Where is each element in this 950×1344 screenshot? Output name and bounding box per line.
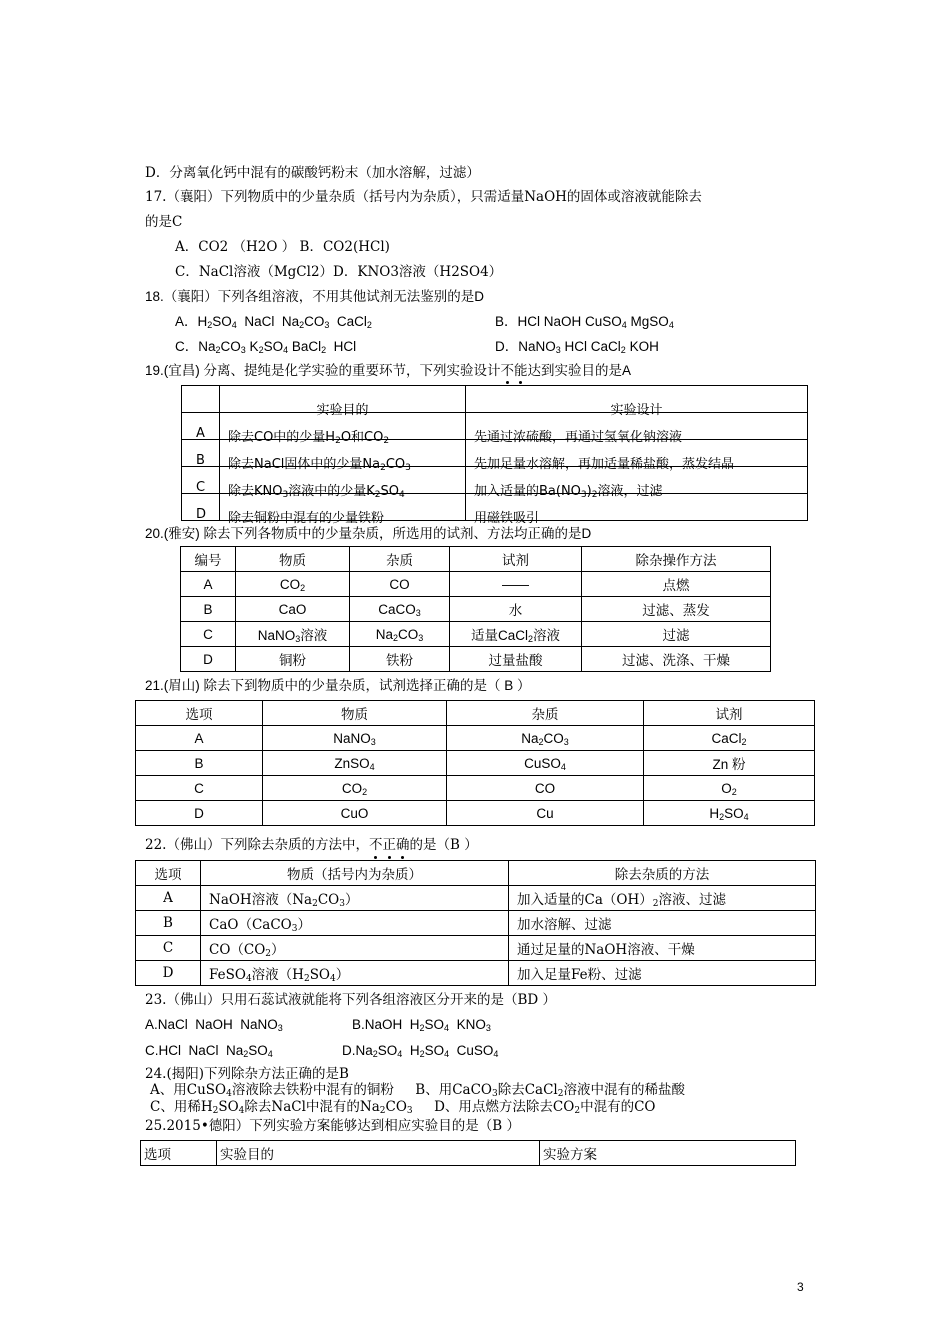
table-row: B CaO CaCO$_3$ 水 过滤、蒸发: [181, 597, 771, 622]
q17-stem-line1: 17.（襄阳）下列物质中的少量杂质（括号内为杂质），只需适量NaOH的固体或溶液就能除去: [145, 189, 702, 205]
header-cell: 选项: [136, 861, 201, 886]
header-cell: 实验目的: [220, 386, 466, 413]
q18-option-d: D．NaNO$_3$ HCl CaCl$_2$ KOH: [495, 339, 659, 355]
header-cell: 除去杂质的方法: [509, 861, 816, 886]
design-cell: 先加足量水溶解，再加适量稀盐酸，蒸发结晶: [466, 440, 808, 467]
q17-stem-line2: 的是C: [145, 214, 183, 230]
header-cell: 除杂操作方法: [582, 547, 771, 572]
q18-stem: 18.（襄阳）下列各组溶液，不用其他试剂无法鉴别的是D: [145, 289, 485, 304]
header-cell: 物质: [236, 547, 350, 572]
purpose-cell: 除去NaCl固体中的少量$Na_2CO_3$: [220, 440, 466, 467]
table-row: B ZnSO$_4$ CuSO$_4$ Zn 粉: [136, 751, 815, 776]
q23-option-b: B.NaOH $H_2SO_4$ $KNO_3$: [352, 1017, 491, 1033]
header-cell: 选项: [136, 701, 263, 726]
header-cell: 实验方案: [540, 1141, 796, 1166]
q22-table: [135, 860, 816, 986]
q18-option-c: C．$Na_2CO_3$ $K_2SO_4$ BaCl$_2$ HCl: [175, 339, 357, 355]
q24-stem: 24.(揭阳)下列除杂方法正确的是B: [145, 1066, 349, 1082]
q24-options-ab: A、用CuSO$_4$溶液除去铁粉中混有的铜粉 B、用CaCO$_3$除去CaCl$_2$溶液中混有的稀盐酸: [150, 1082, 685, 1099]
q16-option-d: D．分离氧化钙中混有的碳酸钙粉末（加水溶解，过滤）: [145, 165, 480, 181]
table-row: C $CO_2$ CO $O_2$: [136, 776, 815, 801]
table-row: [182, 413, 808, 440]
purpose-cell: 除去CO中的少量$H_2O$和$CO_2$: [220, 413, 466, 440]
table-row: B CaO（CaCO$_3$） 加水溶解、过滤: [136, 911, 816, 936]
table-row: A NaNO$_3$ $Na_2CO_3$ CaCl$_2$: [136, 726, 815, 751]
header-cell: 选项: [141, 1141, 217, 1166]
table-row: A $CO_2$ CO —— 点燃: [181, 572, 771, 597]
table-row: [182, 440, 808, 467]
table-header-row: [141, 1141, 796, 1166]
q18-option-b: B．HCl NaOH CuSO$_4$ MgSO$_4$: [495, 314, 674, 330]
table-row: [182, 467, 808, 494]
header-cell: 试剂: [644, 701, 815, 726]
option-cell: C: [182, 467, 220, 494]
q25-stem: 25.2015•德阳）下列实验方案能够达到相应实验目的是（B ）: [145, 1118, 521, 1134]
q21-stem: 21.(眉山) 除去下到物质中的少量杂质，试剂选择正确的是（ B ）: [145, 678, 531, 693]
q23-option-d: $D.Na_2SO_4$ $H_2SO_4$ CuSO$_4$: [342, 1043, 499, 1059]
design-cell: 加入适量的$Ba(NO_3)_2$溶液，过滤: [466, 467, 808, 494]
table-header-row: [136, 861, 816, 886]
header-cell: 杂质: [447, 701, 644, 726]
option-cell: A: [182, 413, 220, 440]
table-row: D CuO Cu $H_2SO_4$: [136, 801, 815, 826]
table-row: A NaOH溶液$(Na_2CO_3)$ 加入适量的$Ca(OH)_2$溶液、过滤: [136, 886, 816, 911]
q24-options-cd: C、用稀$H_2SO_4$除去NaCl中混有的$Na_2CO_3$ D、用点燃方法除去$CO_2$中混有的CO: [150, 1099, 656, 1116]
q21-table: [135, 700, 815, 826]
table-header-row: [182, 386, 808, 413]
design-cell: 用磁铁吸引: [466, 494, 808, 521]
header-cell: 物质（括号内为杂质）: [201, 861, 509, 886]
header-cell: 试剂: [450, 547, 582, 572]
header-cell: 实验设计: [466, 386, 808, 413]
q20-stem: 20.(雅安) 除去下列各物质中的少量杂质，所选用的试剂、方法均正确的是D: [145, 526, 592, 541]
design-cell: 先通过浓硫酸，再通过氢氧化钠溶液: [466, 413, 808, 440]
q17-options-cd: C．NaCl溶液（MgCl2）D．KNO3溶液（H2SO4）: [175, 264, 503, 280]
table-row: D 铜粉 铁粉 过量盐酸 过滤、洗涤、干燥: [181, 647, 771, 672]
q23-option-a: A.NaCl NaOH NaNO$_3$: [145, 1017, 283, 1033]
q23-option-c: C.HCl NaCl $Na_2SO_4$: [145, 1043, 273, 1059]
q22-stem: 22.（佛山）下列除去杂质的方法中，不正确的是（B ）: [145, 837, 478, 853]
table-row: C NaNO$_3$溶液 $Na_2CO_3$ 适量CaCl$_2$溶液 过滤: [181, 622, 771, 647]
q18-option-a: A．$H_2SO_4$ NaCl $Na_2CO_3$ CaCl$_2$: [175, 314, 372, 330]
page-number: 3: [797, 1280, 804, 1294]
option-cell: B: [182, 440, 220, 467]
purpose-cell: 除去$KNO_3$溶液中的少量$K_2SO_4$: [220, 467, 466, 494]
header-cell: 物质: [263, 701, 447, 726]
q20-table: [180, 546, 771, 672]
table-row: [182, 494, 808, 521]
q19-table: [181, 385, 808, 526]
table-row: D FeSO$_4$溶液$(H_2SO_4)$ 加入足量Fe粉、过滤: [136, 961, 816, 986]
table-header-row: [136, 701, 815, 726]
q17-options-ab: A．CO2 （H2O ） B．CO2(HCl): [175, 239, 390, 255]
purpose-cell: 除去铜粉中混有的少量铁粉: [220, 494, 466, 521]
table-header-row: [181, 547, 771, 572]
option-cell: D: [182, 494, 220, 521]
q19-stem: 19.(宜昌) 分离、提纯是化学实验的重要环节，下列实验设计不能达到实验目的是A: [145, 363, 632, 378]
header-cell: 实验目的: [217, 1141, 540, 1166]
q23-stem: 23.（佛山）只用石蕊试液就能将下列各组溶液区分开来的是（BD ）: [145, 992, 557, 1008]
table-row: C $CO(CO_2)$ 通过足量的NaOH溶液、干燥: [136, 936, 816, 961]
header-cell: 杂质: [350, 547, 450, 572]
header-cell: 编号: [181, 547, 236, 572]
q25-table: [140, 1140, 796, 1166]
